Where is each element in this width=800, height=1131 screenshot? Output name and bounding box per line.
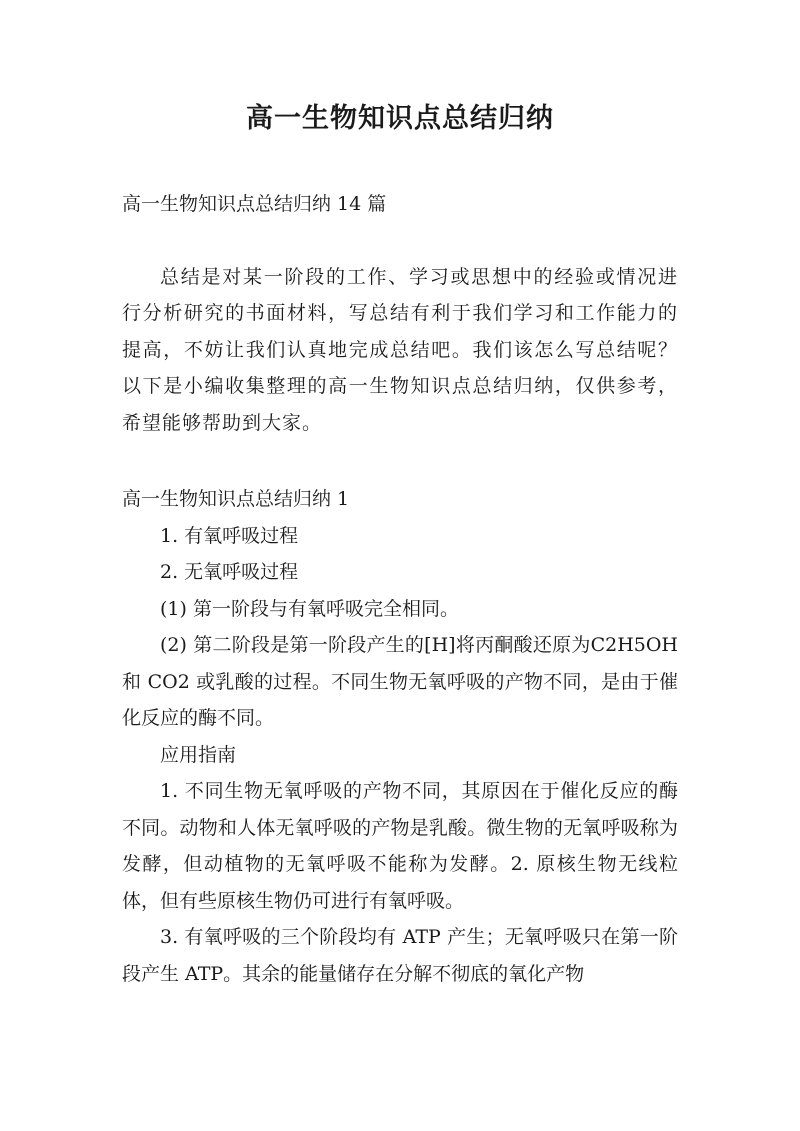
guide-paragraph-3: 3. 有氧呼吸的三个阶段均有 ATP 产生；无氧呼吸只在第一阶段产生 ATP。其余的能量储存在分解不彻底的氧化产物 (122, 926, 678, 985)
section-heading: 高一生物知识点总结归纳 1 (122, 488, 350, 510)
list-item-aerobic: 1. 有氧呼吸过程 (160, 524, 299, 547)
guide-heading: 应用指南 (160, 743, 237, 766)
document-title: 高一生物知识点总结归纳 (246, 103, 554, 134)
document-subtitle: 高一生物知识点总结归纳 14 篇 (122, 193, 387, 215)
list-item-stage-two: (2) 第二阶段是第一阶段产生的[H]将丙酮酸还原为C2H5OH 和 CO2 或乳酸的过程。不同生物无氧呼吸的产物不同，是由于催化反应的酶不同。 (122, 634, 678, 729)
guide-paragraph-1: 1. 不同生物无氧呼吸的产物不同，其原因在于催化反应的酶不同。动物和人体无氧呼吸的产物是乳酸。微生物的无氧呼吸称为发酵，但动植物的无氧呼吸不能称为发酵。2. 原核生物无线粒体，但有些原核生物仍可进行有氧呼吸。 (122, 780, 678, 912)
intro-paragraph: 总结是对某一阶段的工作、学习或思想中的经验或情况进行分析研究的书面材料，写总结有利于我们学习和工作能力的提高，不妨让我们认真地完成总结吧。我们该怎么写总结呢？以下是小编收集整理的高一生物知识点总结归纳，仅供参考，希望能够帮助到大家。 (122, 265, 678, 434)
list-item-anaerobic: 2. 无氧呼吸过程 (160, 561, 299, 583)
list-item-stage-one: (1) 第一阶段与有氧呼吸完全相同。 (160, 597, 459, 620)
document-body (122, 186, 678, 992)
